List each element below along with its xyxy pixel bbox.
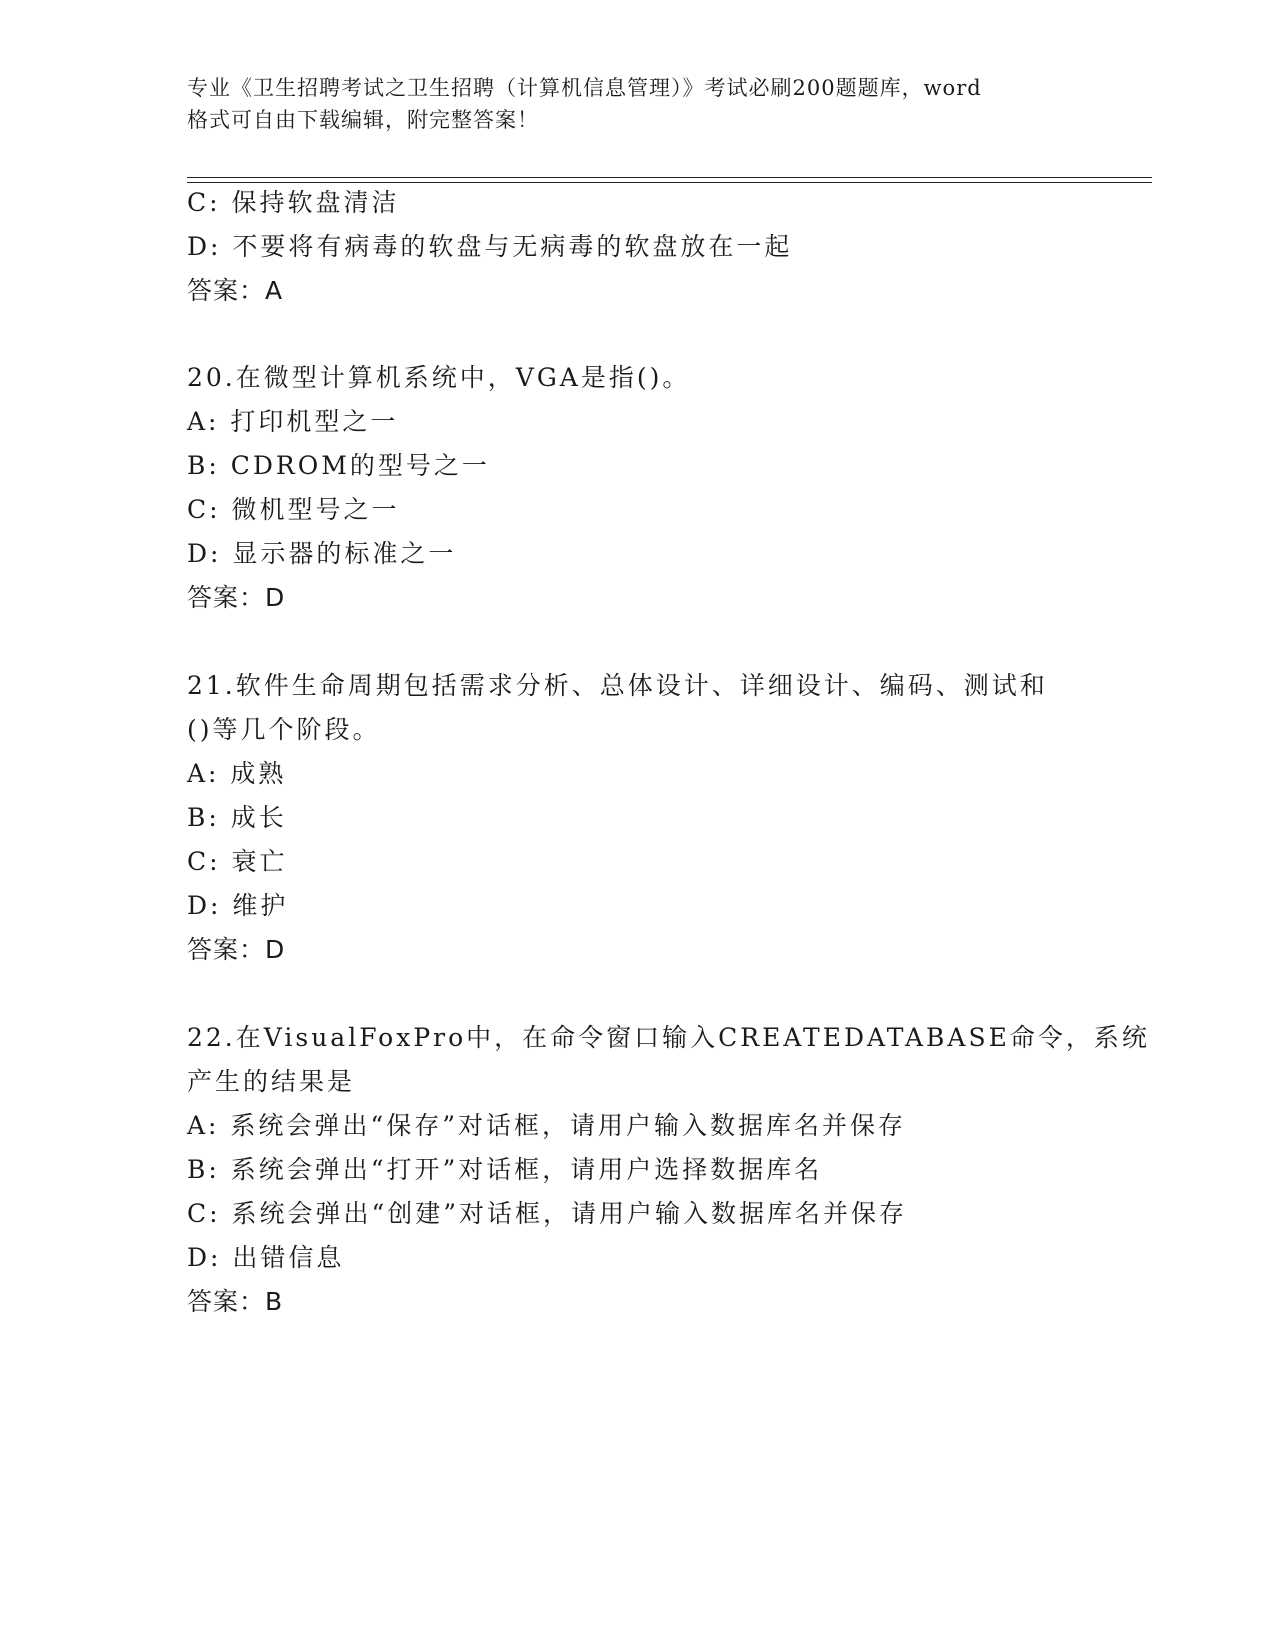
q22-option-a: A: 系统会弹出“保存”对话框，请用户输入数据库名并保存: [187, 1111, 906, 1140]
document-header: [187, 72, 1087, 136]
q22-option-c: C: 系统会弹出“创建”对话框，请用户输入数据库名并保存: [187, 1199, 908, 1228]
q22-option-d: D: 出错信息: [187, 1243, 345, 1272]
q20-answer: 答案：D: [187, 583, 286, 612]
q20-stem: 20.在微型计算机系统中，VGA是指()。: [187, 363, 691, 392]
prev-question-option-c: C: 保持软盘清洁: [187, 188, 400, 217]
header-title-line-1: 专业《卫生招聘考试之卫生招聘（计算机信息管理）》考试必刷200题题库，word: [187, 76, 982, 100]
header-divider-top: [187, 177, 1152, 178]
q21-stem-line-1: 21.软件生命周期包括需求分析、总体设计、详细设计、编码、测试和: [187, 671, 1048, 700]
q21-answer: 答案：D: [187, 935, 286, 964]
q22-option-b: B: 系统会弹出“打开”对话框，请用户选择数据库名: [187, 1155, 823, 1184]
q21-option-b: B: 成长: [187, 803, 287, 832]
q20-option-b: B: CDROM的型号之一: [187, 451, 490, 480]
prev-question-option-d: D: 不要将有病毒的软盘与无病毒的软盘放在一起: [187, 232, 793, 261]
prev-question-answer: 答案：A: [187, 276, 284, 305]
q20-option-d: D: 显示器的标准之一: [187, 539, 457, 568]
header-title-line-2: 格式可自由下载编辑，附完整答案！: [187, 108, 539, 132]
q21-option-a: A: 成熟: [187, 759, 287, 788]
q22-answer: 答案：B: [187, 1287, 284, 1316]
q21-option-d: D: 维护: [187, 891, 289, 920]
q22-stem-line-2: 产生的结果是: [187, 1067, 356, 1096]
q20-option-a: A: 打印机型之一: [187, 407, 399, 436]
q21-stem-line-2: ()等几个阶段。: [187, 715, 381, 744]
header-divider-bottom: [187, 182, 1152, 183]
q20-option-c: C: 微机型号之一: [187, 495, 400, 524]
q22-stem-line-1: 22.在VisualFoxPro中，在命令窗口输入CREATEDATABASE命令，系统: [187, 1023, 1150, 1052]
q21-option-c: C: 衰亡: [187, 847, 288, 876]
